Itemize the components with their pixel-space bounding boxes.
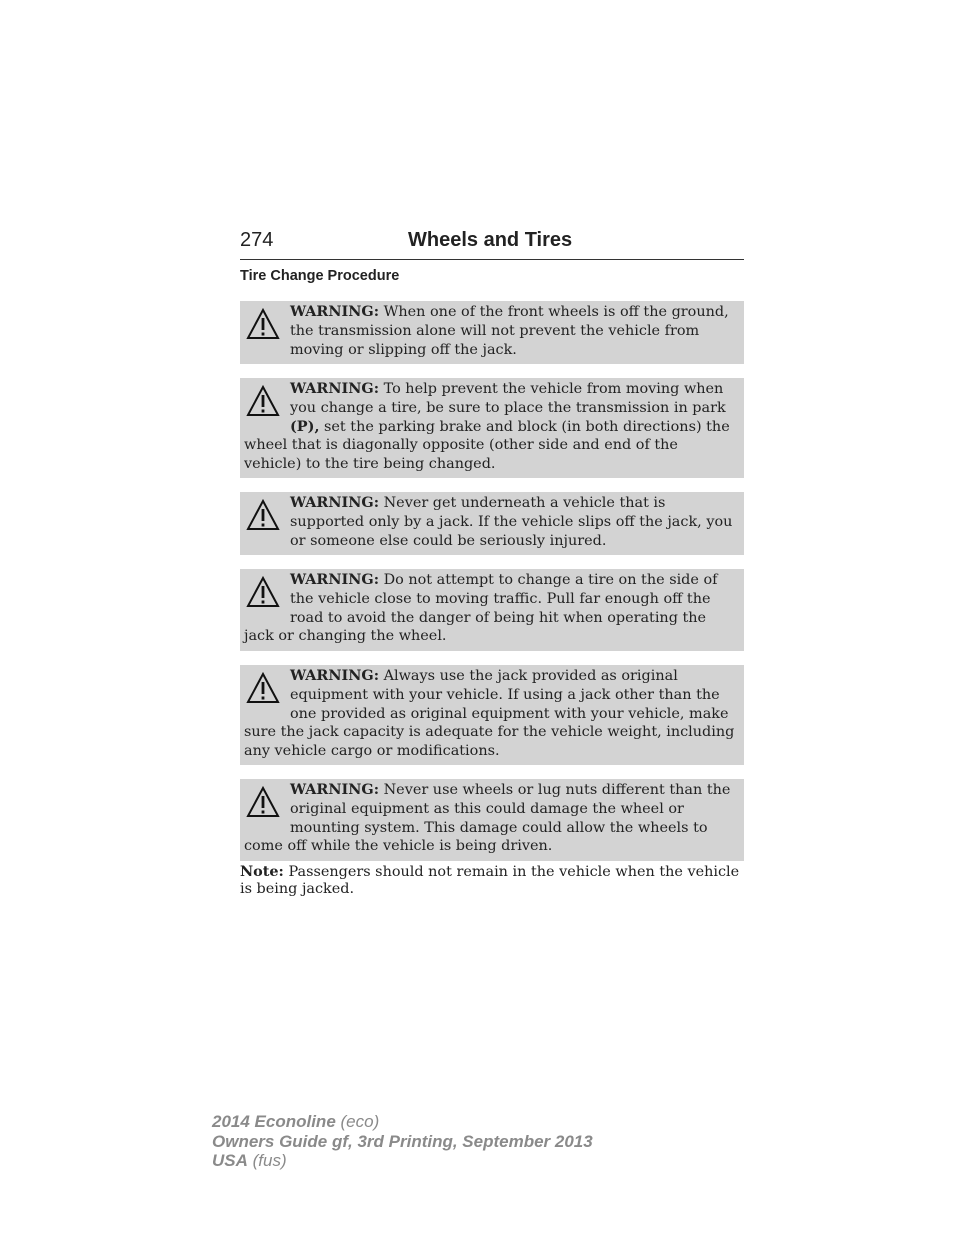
warning-text: Always use the jack provided as original equipment with your vehicle. If using a jack other than the one provided as original equipment with your vehicle, make sure the jack capacity is adequate for the vehicle weight, including any vehicle cargo or modifications. (244, 668, 735, 760)
warning-triangle-icon (246, 307, 280, 341)
note-lead: Note: (240, 863, 284, 880)
note-paragraph (240, 864, 744, 897)
warning-triangle-icon (246, 785, 280, 819)
footer-model-code: (eco) (335, 1112, 380, 1131)
footer-model: 2014 Econoline (212, 1112, 336, 1131)
warning-text: To help prevent the vehicle from moving when you change a tire, be sure to place the transmission in park (290, 381, 726, 416)
note-text: Passengers should not remain in the vehicle when the vehicle is being jacked. (240, 864, 740, 897)
warning-text: Never use wheels or lug nuts different than the original equipment as this could damage the wheel or mounting system. This damage could allow the wheels to come off while the vehicle is being driven. (244, 782, 731, 855)
page-header (240, 229, 744, 260)
footer-line-2 (212, 1132, 593, 1152)
section-title: Tire Change Procedure (240, 268, 400, 284)
warning-lead: WARNING: (290, 494, 380, 511)
park-position: (P), (290, 417, 320, 435)
footer-market: USA (212, 1151, 248, 1170)
warning-lead: WARNING: (290, 667, 380, 684)
warning-lead: WARNING: (290, 380, 380, 397)
warning-box-2 (240, 378, 744, 478)
warning-text: When one of the front wheels is off the ground, the transmission alone will not prevent the vehicle from moving or slipping off the jack. (290, 304, 729, 358)
footer-line-3 (212, 1151, 593, 1171)
warning-triangle-icon (246, 498, 280, 532)
warning-box-1 (240, 301, 744, 364)
warning-lead: WARNING: (290, 303, 380, 320)
footer-line-1 (212, 1112, 593, 1132)
warning-box-4 (240, 569, 744, 651)
warning-box-5 (240, 665, 744, 765)
warning-box-6 (240, 779, 744, 861)
footer-guide: Owners Guide gf, 3rd Printing, September 2013 (212, 1131, 593, 1151)
warning-lead: WARNING: (290, 571, 380, 588)
warning-box-3 (240, 492, 744, 555)
chapter-title: Wheels and Tires (408, 229, 573, 251)
warning-triangle-icon (246, 575, 280, 609)
warning-lead: WARNING: (290, 781, 380, 798)
footer-market-code: (fus) (247, 1151, 287, 1170)
page-number: 274 (240, 229, 274, 251)
warning-text: Do not attempt to change a tire on the side of the vehicle close to moving traffic. Pull far enough off the road to avoid the danger of being hit when operating the jack or changing the wheel. (244, 572, 718, 645)
warning-text: Never get underneath a vehicle that is supported only by a jack. If the vehicle slips off the jack, you or someone else could be seriously injured. (290, 495, 733, 549)
warning-triangle-icon (246, 671, 280, 705)
warning-text-continued: set the parking brake and block (in both directions) the wheel that is diagonally opposite (other side and end of the vehicle) to the tire being changed. (244, 418, 730, 473)
page-footer (212, 1112, 593, 1171)
warning-triangle-icon (246, 384, 280, 418)
